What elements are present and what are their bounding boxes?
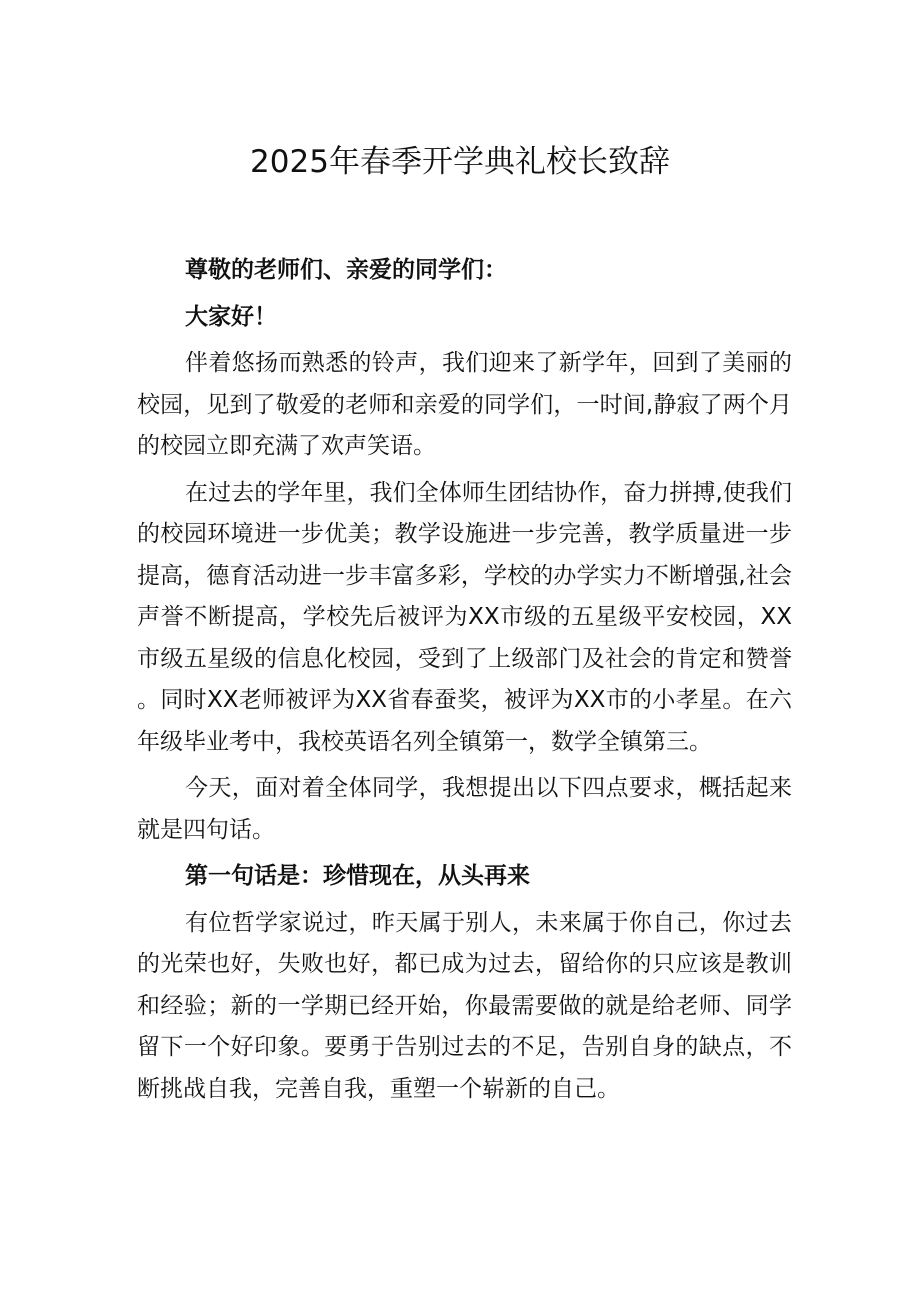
section-paragraph: 有位哲学家说过，昨天属于别人，未来属于你自己，你过去的光荣也好，失败也好，都已成为过去，留给你的只应该是教训和经验；新的一学期已经开始，你最需要做的就是给老师、同学留下一个好印象。要勇于告别过去的不足，告别自身的缺点，不断挑战自我，完善自我，重塑一个崭新的自己。 — [137, 909, 792, 1102]
greeting: 大家好！ — [185, 303, 277, 330]
salutation: 尊敬的老师们、亲爱的同学们： — [185, 257, 507, 283]
section-heading: 第一句话是：珍惜现在，从头再来 — [185, 863, 530, 889]
document-body — [137, 250, 792, 1115]
document-title: 2025年春季开学典礼校长致辞 — [250, 144, 670, 180]
paragraph-requirements: 今天，面对着全体同学，我想提出以下四点要求，概括起来就是四句话。 — [137, 775, 792, 843]
paragraph-achievements: 在过去的学年里，我们全体师生团结协作，奋力拼搏,使我们的校园环境进一步优美；教学设施进一步完善，教学质量进一步提高，德育活动进一步丰富多彩，学校的办学实力不断增强,社会声誉不断提高，学校先后被评为XX市级的五星级平安校园，XX市级五星级的信息化校园，受到了上级部门及社会的肯定和赞誉。同时XX老师被评为XX省春蚕奖，被评为XX市的小孝星。在六年级毕业考中，我校英语名列全镇第一，数学全镇第三。 — [137, 479, 792, 755]
paragraph-opening: 伴着悠扬而熟悉的铃声，我们迎来了新学年，回到了美丽的校园，见到了敬爱的老师和亲爱的同学们，一时间,静寂了两个月的校园立即充满了欢声笑语。 — [137, 350, 792, 459]
